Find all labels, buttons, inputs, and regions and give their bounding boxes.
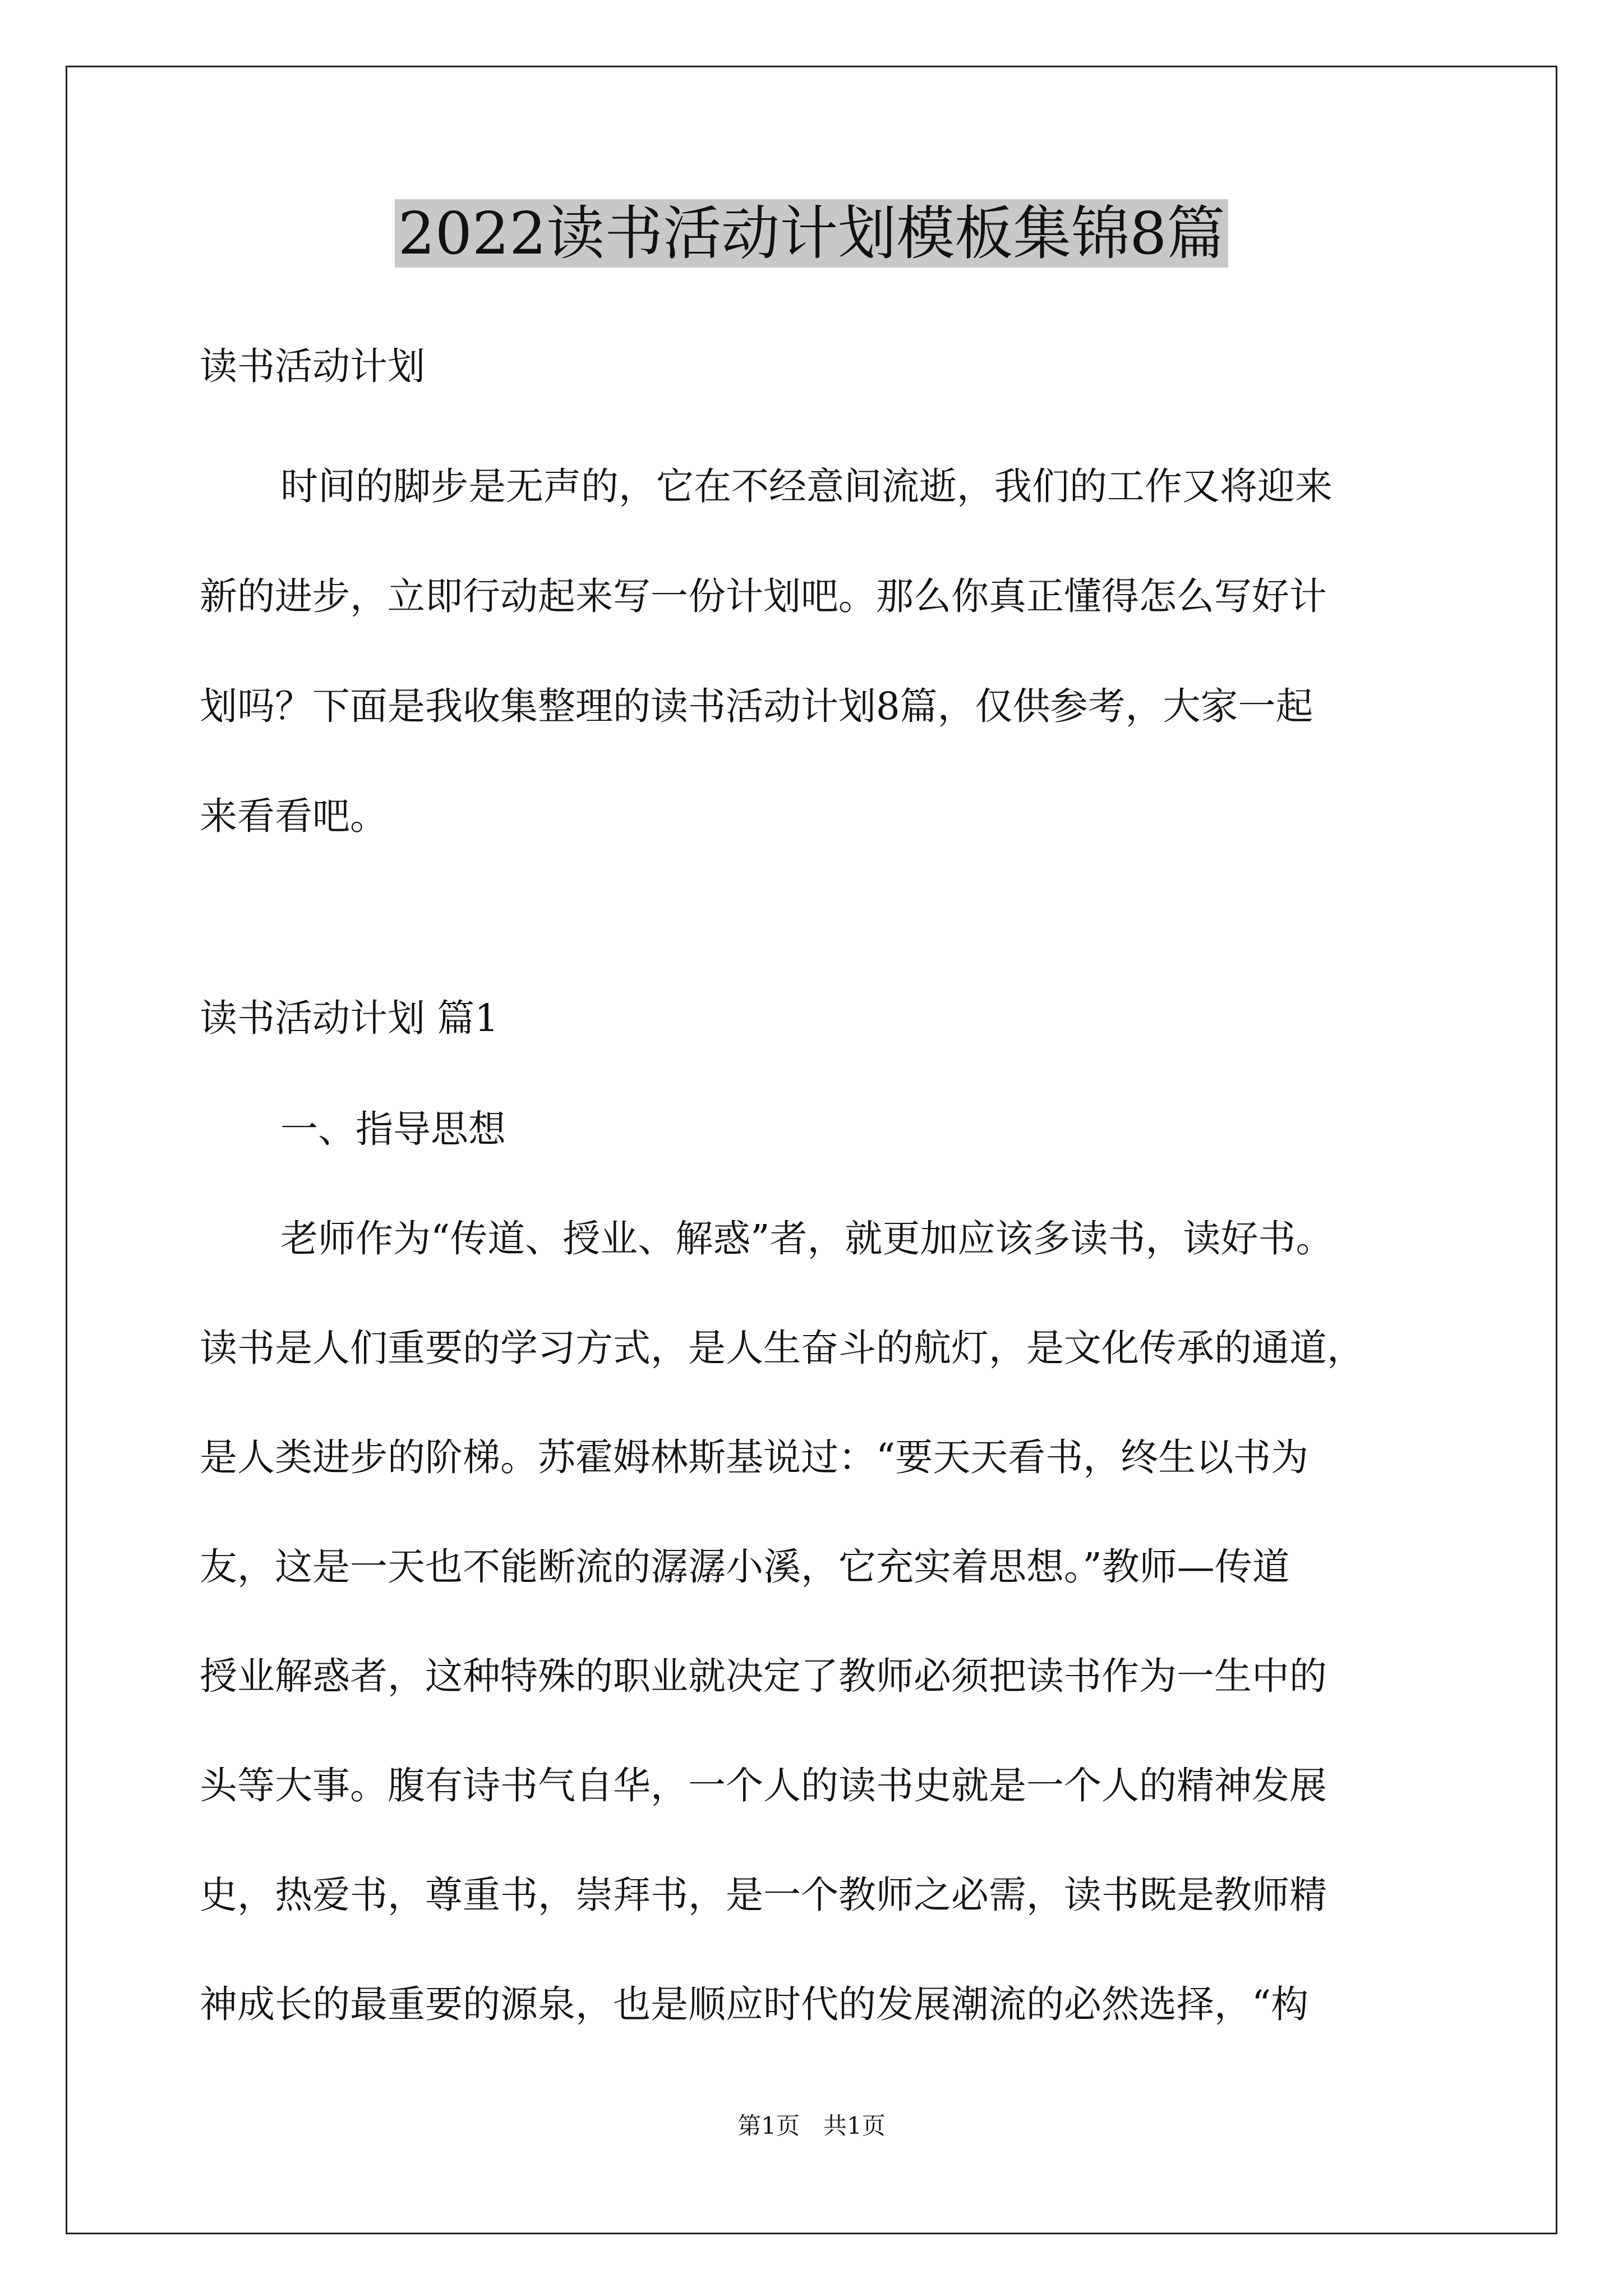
paragraph-line: 新的进步，立即行动起来写一份计划吧。那么你真正懂得怎么写好计 [200, 574, 1327, 618]
paragraph-line: 老师作为“传道、授业、解惑”者，就更加应该多读书，读好书。 [280, 1217, 1334, 1260]
paragraph-line: 授业解惑者，这种特殊的职业就决定了教师必须把读书作为一生中的 [200, 1654, 1327, 1698]
paragraph-line: 友，这是一天也不能断流的潺潺小溪，它充实着思想。”教师—传道 [200, 1545, 1290, 1589]
paragraph-line: 读书是人们重要的学习方式，是人生奋斗的航灯，是文化传承的通道， [200, 1326, 1364, 1370]
paragraph-line: 是人类进步的阶梯。苏霍姆林斯基说过：“要天天看书，终生以书为 [200, 1435, 1309, 1479]
paragraph-line: 头等大事。腹有诗书气自华，一个人的读书史就是一个人的精神发展 [200, 1764, 1327, 1807]
section-heading: 读书活动计划 篇1 [200, 996, 499, 1040]
paragraph-line: 史，热爱书，尊重书，崇拜书，是一个教师之必需，读书既是教师精 [200, 1873, 1327, 1917]
section-heading: 读书活动计划 [200, 344, 425, 388]
paragraph-line: 神成长的最重要的源泉，也是顺应时代的发展潮流的必然选择，“构 [200, 1982, 1309, 2026]
paragraph-line: 划吗？下面是我收集整理的读书活动计划8篇，仅供参考，大家一起 [200, 684, 1313, 728]
page-number: 第1页 共1页 [737, 2112, 886, 2139]
subsection-heading: 一、指导思想 [280, 1107, 506, 1151]
document-title: 2022读书活动计划模板集锦8篇 [0, 194, 1623, 273]
paragraph-line: 来看看吧。 [200, 794, 388, 838]
paragraph-line: 时间的脚步是无声的，它在不经意间流逝，我们的工作又将迎来 [280, 464, 1332, 508]
